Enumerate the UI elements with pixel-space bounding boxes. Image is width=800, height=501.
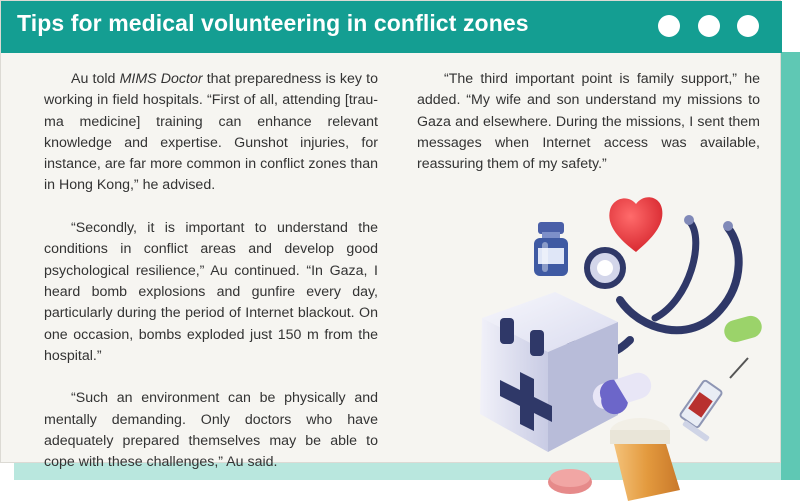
window-dot-2 — [698, 15, 720, 37]
pill-bottle-icon — [610, 418, 680, 501]
pill-icon — [548, 469, 592, 494]
heart-icon — [609, 197, 662, 252]
syringe-icon — [679, 358, 748, 442]
paragraph-1-body: that preparedness is key to working in field hospitals. “First of all, attending [trauma medicine] training can enhance relevant knowledge and expertise. Gunshot injuries, for instance, are far more common in conflict zones than in Hong Kong,” he advised. — [44, 71, 378, 194]
paragraph-3: “Such an environment can be physically and mentally demanding. Only doctors who have adequately prepared themselves may be able to cope with these challenges,” Au said. — [44, 390, 378, 471]
vial-icon — [534, 222, 568, 276]
window-dot-1 — [658, 15, 680, 37]
header-bar — [1, 1, 782, 53]
page-title: Tips for medical volunteering in conflict zones — [17, 10, 529, 36]
paragraph-2: “Secondly, it is important to understand the conditions in conflict areas and develop good psychological resilience,” Au continued. “In Gaza, I heard bomb explosions and gunfire every day, particularly during the period of Internet blackout. On one occasion, bombs exploded just 150 m from the hospital.” — [44, 220, 378, 364]
paragraph-4: “The third important point is family support,” he added. “My wife and son understand my missions to Gaza and elsewhere. During the missions, I sent them messages when Internet access was available, reassuring them of my safety.” — [417, 71, 760, 173]
publication-name: MIMS Doctor — [119, 71, 203, 87]
left-column — [44, 69, 378, 495]
pill-icon — [722, 313, 764, 344]
paragraph-1-lead: Au told — [71, 71, 120, 87]
right-column — [417, 69, 760, 197]
medical-illustration — [440, 190, 780, 501]
window-dot-3 — [737, 15, 759, 37]
paragraph-1 — [44, 69, 378, 197]
first-aid-kit-icon — [480, 292, 618, 452]
decorative-right-bar — [781, 52, 800, 480]
